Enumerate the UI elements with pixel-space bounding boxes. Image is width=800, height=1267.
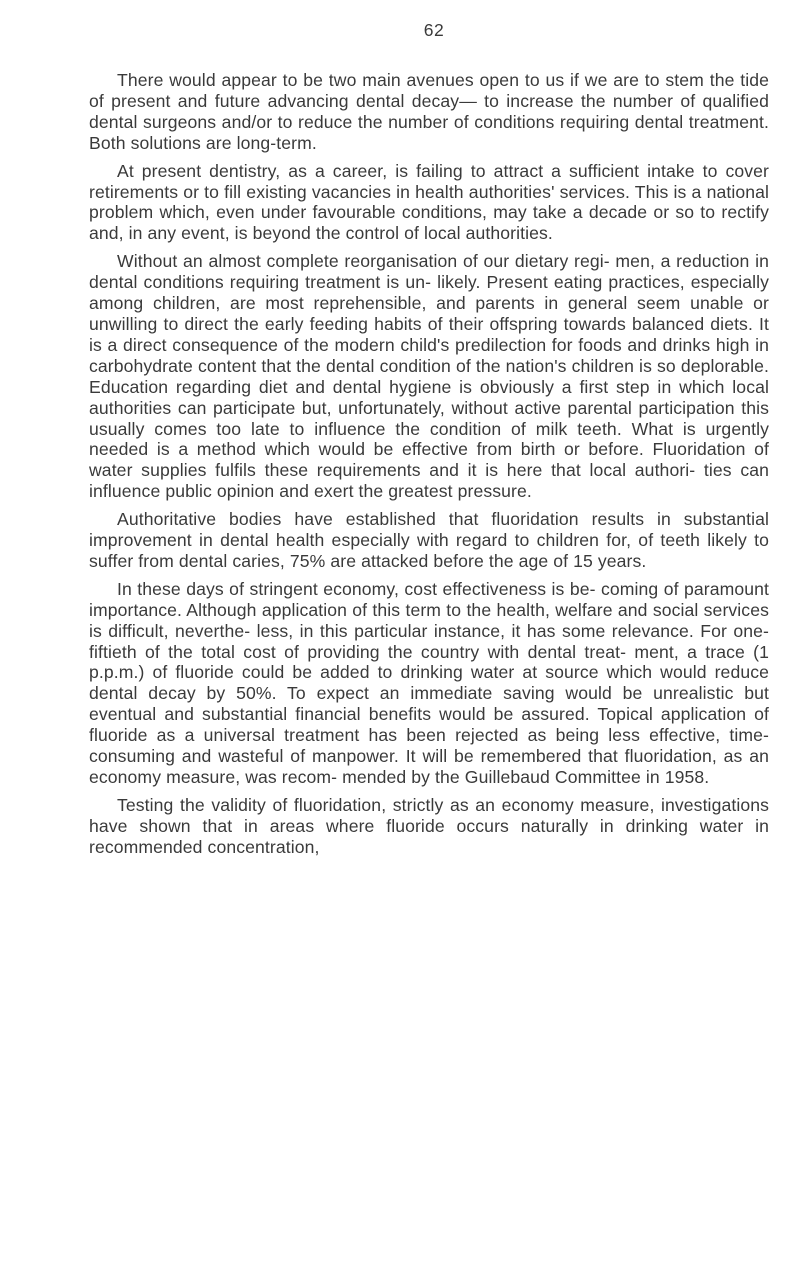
paragraph-dentistry-career: At present dentistry, as a career, is failing to attract a sufficient intake to cover retirements or to fill existing vacancies in health authorities' services. This is a national problem which, even under favourable conditions, may take a decade or so to rectify and, in any event, is beyond the control of local authorities. (89, 160, 769, 244)
paragraph-authoritative-bodies: Authoritative bodies have established that fluoridation results in substantial improvement in dental health especially with regard to children for, of teeth likely to suffer from dental caries, 75% are attacked before the age of 15 years. (89, 509, 769, 571)
paragraph-avenues: There would appear to be two main avenues open to us if we are to stem the tide of present and future advancing dental decay— to increase the number of qualified dental surgeons and/or to reduce the number of conditions requiring dental treatment. Both solutions are long-term. (89, 70, 769, 153)
paragraph-cost-effectiveness: In these days of stringent economy, cost effectiveness is be- coming of paramount importance. Although application of this term to the health, welfare and social services is difficult, neverthe- less, in this particular instance, it has some relevance. For one- fiftieth of the total cost of providing the country with dental treat- ment, a trace (1 p.p.m.) of fluoride could be added to drinking water at source which would reduce dental decay by 50%. To expect an immediate saving would be unrealistic but eventual and substantial financial benefits would be assured. Topical application of fluoride as a universal treatment has been rejected as being less effective, time-consuming and wasteful of manpower. It will be remembered that fluoridation, as an economy measure, was recom- mended by the Guillebaud Committee in 1958. (89, 578, 769, 787)
body-text (89, 70, 769, 865)
page-number: 62 (423, 20, 445, 40)
paragraph-dietary-regimen: Without an almost complete reorganisation of our dietary regi- men, a reduction in dental conditions requiring treatment is un- likely. Present eating practices, especially among children, are most reprehensible, and parents in general seem unable or unwilling to direct the early feeding habits of their offspring towards balanced diets. It is a direct consequence of the modern child's predilection for foods and drinks high in carbohydrate content that the dental condition of the nation's children is so deplorable. Education regarding diet and dental hygiene is obviously a first step in which local authorities can participate but, unfortunately, without active parental participation this usually comes too late to influence the condition of milk teeth. What is urgently needed is a method which would be effective from birth or before. Fluoridation of water supplies fulfils these requirements and it is here that local authori- ties can influence public opinion and exert the greatest pressure. (89, 251, 769, 502)
paragraph-testing-validity: Testing the validity of fluoridation, strictly as an economy measure, investigations have shown that in areas where fluoride occurs naturally in drinking water in recommended concentration, (89, 794, 769, 857)
